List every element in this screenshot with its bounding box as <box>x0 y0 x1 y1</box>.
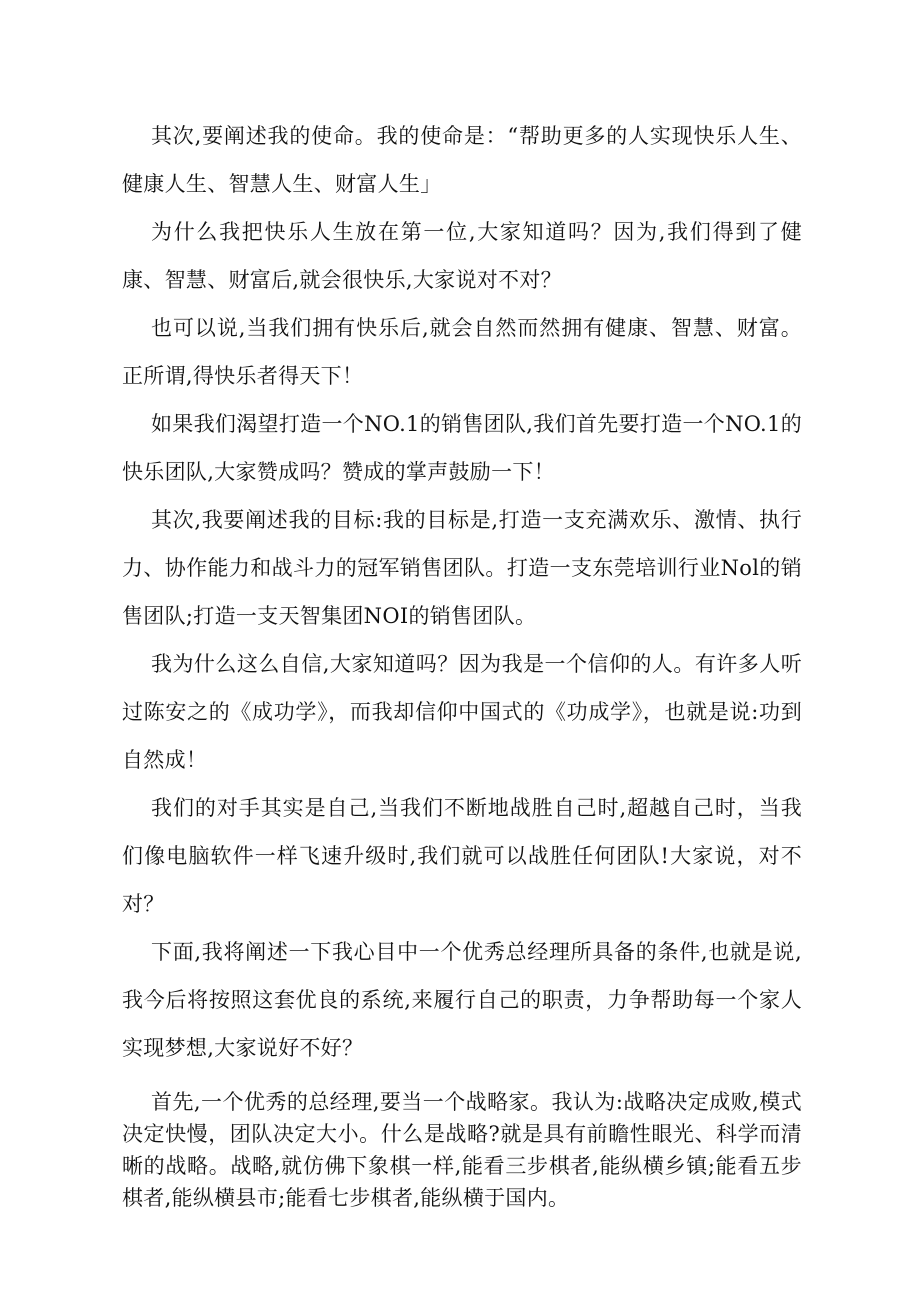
paragraph-no1-team: 如果我们渴望打造一个NO.1的销售团队,我们首先要打造一个NO.1的快乐团队,大家赞成吗？赞成的掌声鼓励一下！ <box>122 412 802 484</box>
paragraph-happiness-first: 为什么我把快乐人生放在第一位,大家知道吗？因为,我们得到了健康、智慧、财富后,就会很快乐,大家说对不对？ <box>122 220 802 292</box>
paragraph-confidence: 我为什么这么自信,大家知道吗？因为我是一个信仰的人。有许多人听过陈安之的《成功学》，而我却信仰中国式的《功成学》，也就是说:功到自然成！ <box>122 652 802 772</box>
paragraph-opponent: 我们的对手其实是自己,当我们不断地战胜自己时,超越自己时，当我们像电脑软件一样飞速升级时,我们就可以战胜任何团队!大家说，对不对？ <box>122 796 802 916</box>
document-body <box>122 112 802 1214</box>
paragraph-manager-conditions: 下面,我将阐述一下我心目中一个优秀总经理所具备的条件,也就是说,我今后将按照这套优良的系统,来履行自己的职责，力争帮助每一个家人实现梦想,大家说好不好？ <box>122 940 802 1060</box>
paragraph-goal: 其次,我要阐述我的目标:我的目标是,打造一支充满欢乐、激情、执行力、协作能力和战斗力的冠军销售团队。打造一支东莞培训行业Nol的销售团队;打造一支天智集团NOI的销售团队。 <box>122 508 802 628</box>
paragraph-happiness-wins: 也可以说,当我们拥有快乐后,就会自然而然拥有健康、智慧、财富。正所谓,得快乐者得天下！ <box>122 316 802 388</box>
paragraph-mission: 其次,要阐述我的使命。我的使命是：“帮助更多的人实现快乐人生、健康人生、智慧人生、财富人生」 <box>122 124 802 196</box>
paragraph-strategist: 首先,一个优秀的总经理,要当一个战略家。我认为:战略决定成败,模式决定快慢，团队决定大小。什么是战略?就是具有前瞻性眼光、科学而清晰的战略。战略,就仿佛下象棋一样,能看三步棋者,能纵横乡镇;能看五步棋者,能纵横县市;能看七步棋者,能纵横于国内。 <box>122 1090 802 1210</box>
